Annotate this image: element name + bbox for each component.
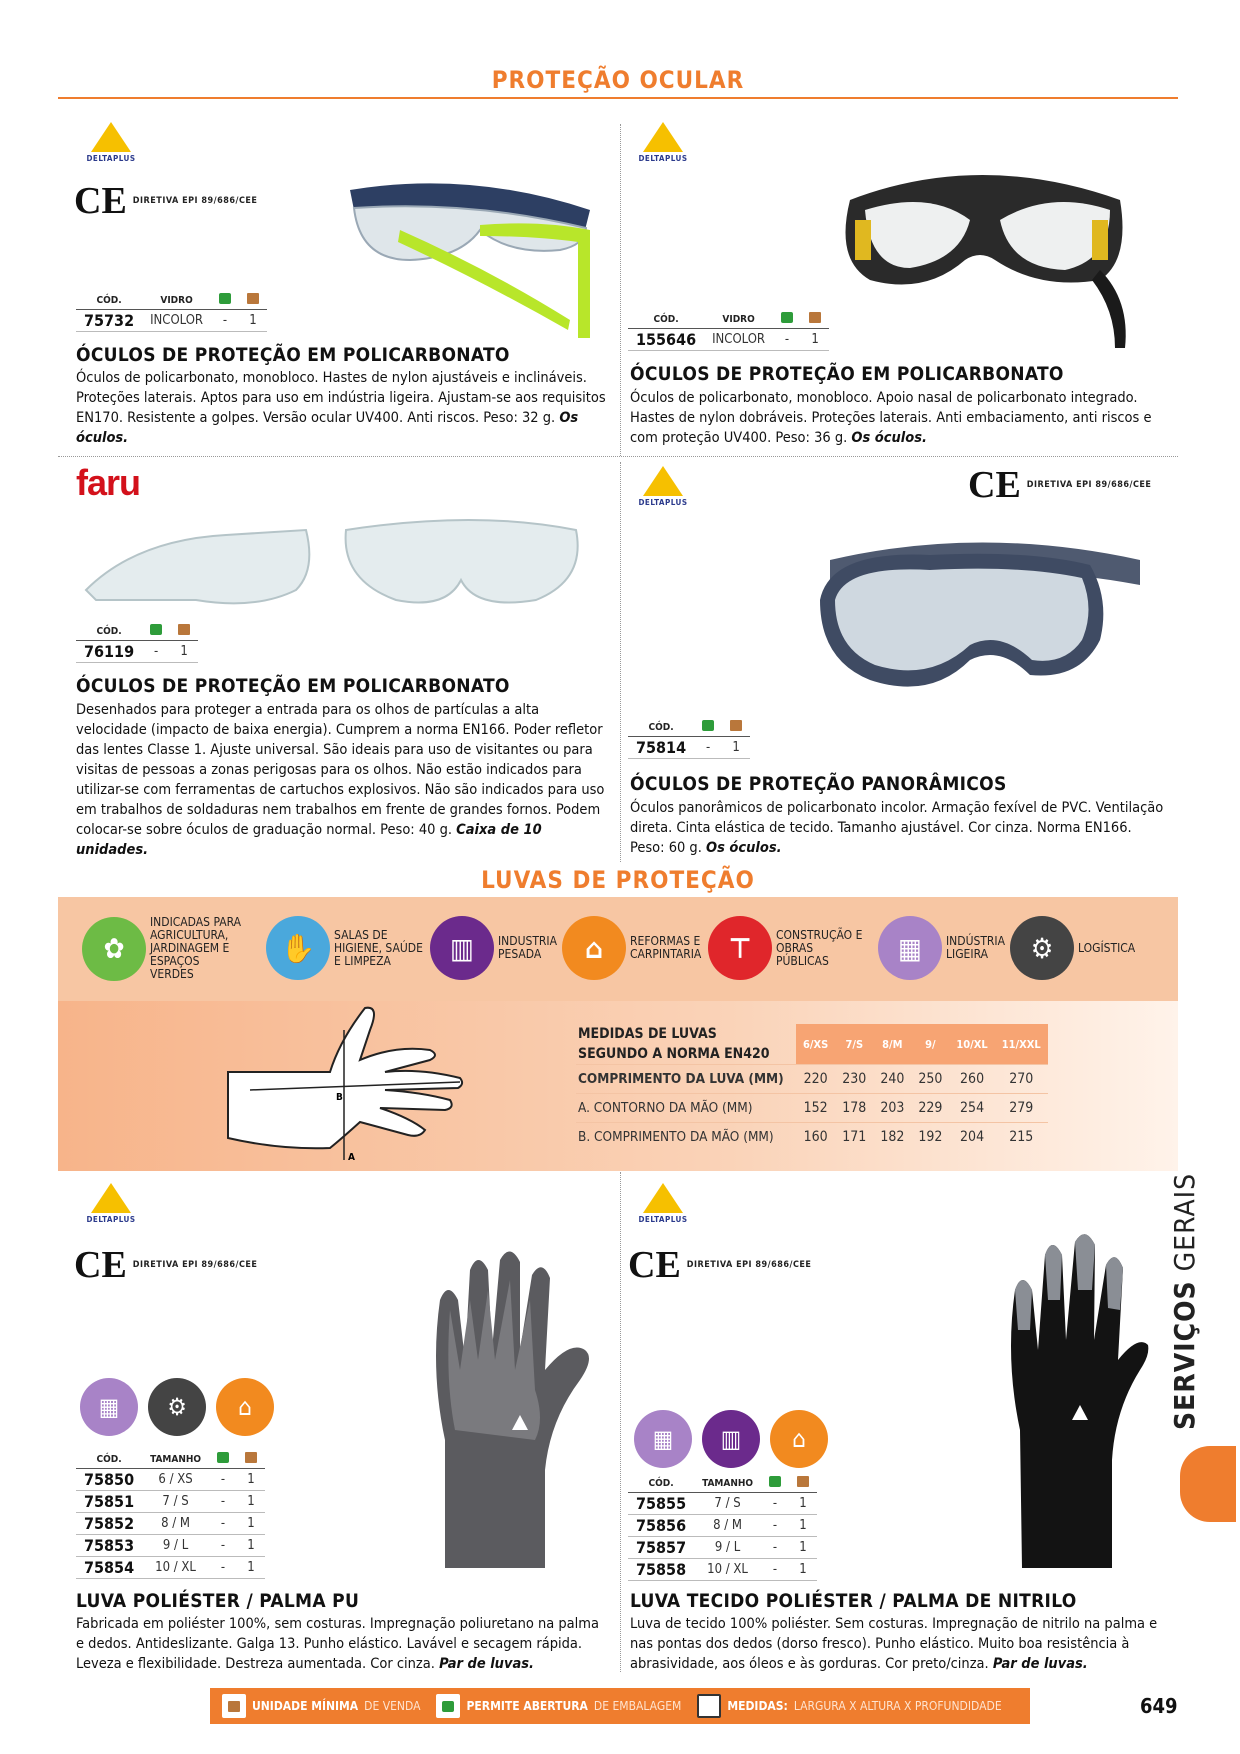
ce-mark: CE DIRETIVA EPI 89/686/CEE bbox=[628, 1244, 812, 1286]
product-description: Fabricada em poliéster 100%, sem costuras. Impregnação poliuretano na palma e dedos. Antideslizante. Galga 13. Punho elástico. Lavável e secagem rápida. Leveza e flexibilidade. Destreza aumentada. Cor cinza. Par de luvas. bbox=[76, 1616, 599, 1672]
table-row: 75853 9 / L - 1 bbox=[76, 1535, 265, 1557]
legend-bar: UNIDADE MÍNIMA DE VENDA PERMITE ABERTURA DE EMBALAGEM MEDIDAS: LARGURA X ALTURA X PROFUNDIDADE bbox=[210, 1688, 1030, 1724]
product-title: LUVA TECIDO POLIÉSTER / PALMA DE NITRILO bbox=[630, 1590, 1077, 1612]
svg-text:B: B bbox=[336, 1092, 343, 1103]
hand-measurement-diagram bbox=[220, 1000, 470, 1172]
product-image-glasses-155646 bbox=[830, 150, 1140, 350]
box-icon bbox=[809, 312, 821, 323]
light-factory-icon: ▦ bbox=[634, 1410, 692, 1468]
section-rule bbox=[58, 97, 1178, 99]
industry-carpentry: ⌂ REFORMAS E CARPINTARIA bbox=[562, 916, 704, 980]
glove-usage-icons bbox=[634, 1410, 828, 1468]
table-row: 75857 9 / L - 1 bbox=[628, 1537, 817, 1559]
product-image-glove-nitrile bbox=[1000, 1220, 1150, 1570]
table-row: 75850 6 / XS - 1 bbox=[76, 1469, 265, 1491]
industry-heavy: ▥ INDUSTRIA PESADA bbox=[430, 916, 568, 980]
product-description: Óculos panorâmicos de policarbonato incolor. Armação fexível de PVC. Ventilação direta. Cinta elástica de tecido. Tamanho ajustável. Cor cinza. Norma EN166. Peso: 60 g. Os óculos. bbox=[630, 800, 1164, 856]
table-row: 75858 10 / XL - 1 bbox=[628, 1559, 817, 1581]
tractor-icon: ✿ bbox=[82, 917, 146, 981]
product-title: ÓCULOS DE PROTEÇÃO EM POLICARBONATO bbox=[630, 363, 1064, 385]
light-factory-icon: ▦ bbox=[80, 1378, 138, 1436]
table-row: 75856 8 / M - 1 bbox=[628, 1515, 817, 1537]
table-row: A. CONTORNO DA MÃO (MM) 152 178 203 229 254 279 bbox=[576, 1094, 1048, 1123]
deltaplus-logo: DELTAPLUS bbox=[628, 466, 698, 507]
product-title: LUVA POLIÉSTER / PALMA PU bbox=[76, 1590, 360, 1612]
table-row: 75855 7 / S - 1 bbox=[628, 1493, 817, 1515]
factory-icon: ▥ bbox=[702, 1410, 760, 1468]
box-icon bbox=[730, 720, 742, 731]
product-description: Óculos de policarbonato, monobloco. Hastes de nylon ajustáveis e inclináveis. Proteções laterais. Aptos para uso em indústria ligeira. Ajustam-se aos requisitos EN170. Resistente a golpes. Versão ocular UV400. Anti riscos. Peso: 32 g. Os óculos. bbox=[76, 370, 606, 446]
svg-text:A: A bbox=[348, 1152, 355, 1163]
box-icon bbox=[245, 1452, 257, 1463]
factory-icon: ▥ bbox=[430, 916, 494, 980]
industry-agriculture: ✿ INDICADAS PARA AGRICULTURA, JARDINAGEM E ESPAÇOS VERDES bbox=[82, 916, 242, 981]
box-icon bbox=[797, 1476, 809, 1487]
house-icon: ⌂ bbox=[216, 1378, 274, 1436]
industry-light: ▦ INDÚSTRIA LIGEIRA bbox=[878, 916, 1016, 980]
open-package-icon bbox=[769, 1476, 781, 1487]
row-divider bbox=[58, 456, 1178, 457]
product-title: ÓCULOS DE PROTEÇÃO EM POLICARBONATO bbox=[76, 675, 510, 697]
table-row: COMPRIMENTO DA LUVA (MM) 220 230 240 250 260 270 bbox=[576, 1065, 1048, 1094]
section-title-gloves: LUVAS DE PROTEÇÃO bbox=[481, 866, 755, 894]
product-image-glasses-76119 bbox=[76, 500, 606, 620]
light-factory-icon: ▦ bbox=[878, 916, 942, 980]
glove-usage-icons bbox=[80, 1378, 274, 1436]
product-description: Desenhados para proteger a entrada para os olhos de partículas a alta velocidade (impacto de baixa energia). Cumprem a norma EN166. Poder refletor das lentes Classe 1. Ajuste universal. São ideais para uso de visitantes ou para visitas de pessoas a zonas perigosas para os olhos. Não estão indicados para utilizar-se com ferramentas de cartuchos explosivos. Não são indicados para uso em trabalhos de soldaduras nem trabalhos em frente de grandes fornos. Podem colocar-se sobre óculos de graduação normal. Peso: 40 g. Caixa de 10 unidades. bbox=[76, 702, 605, 858]
column-divider bbox=[620, 1172, 621, 1672]
industry-construction: ⊤ CONSTRUÇÃO E OBRAS PÚBLICAS bbox=[708, 916, 868, 980]
code-table-155646: CÓD. VIDRO 155646 INCOLOR - 1 bbox=[628, 312, 829, 351]
code-table-75814: CÓD. 75814 - 1 bbox=[628, 720, 750, 759]
industry-logistics: ⚙ LOGÍSTICA bbox=[1010, 916, 1148, 980]
box-icon bbox=[222, 1694, 246, 1718]
product-description: Óculos de policarbonato, monobloco. Apoio nasal de policarbonato integrado. Hastes de nylon dobráveis. Proteções laterais. Anti embaciamento, anti riscos e com proteção UV400. Peso: 36 g. Os óculos. bbox=[630, 390, 1152, 446]
ce-mark: CE DIRETIVA EPI 89/686/CEE bbox=[968, 464, 1152, 506]
crane-icon: ⊤ bbox=[708, 916, 772, 980]
section-title-eye: PROTEÇÃO OCULAR bbox=[491, 66, 745, 94]
product-title: ÓCULOS DE PROTEÇÃO PANORÂMICOS bbox=[630, 773, 1007, 795]
industry-hygiene: ✋ SALAS DE HIGIENE, SAÚDE E LIMPEZA bbox=[266, 916, 426, 980]
box-icon bbox=[178, 624, 190, 635]
box-icon bbox=[247, 293, 259, 304]
faru-logo: faru bbox=[76, 462, 141, 503]
code-table-76119: CÓD. 76119 - 1 bbox=[76, 624, 198, 663]
side-section-title: SERVIÇOS GERAIS bbox=[1168, 1172, 1201, 1430]
open-package-icon bbox=[219, 293, 231, 304]
product-image-glove-pu bbox=[420, 1240, 600, 1570]
product-description: Luva de tecido 100% poliéster. Sem costuras. Impregnação de nitrilo na palma e nas pontas dos dedos (dorso fresco). Punho elástico. Muito boa resistência à abrasividade, aos óleos e às gorduras. Cor preto/cinza. Par de luvas. bbox=[630, 1616, 1158, 1672]
deltaplus-logo: DELTAPLUS bbox=[628, 1183, 698, 1224]
open-package-icon bbox=[150, 624, 162, 635]
product-image-glasses-75732 bbox=[340, 150, 600, 340]
table-row: 75852 8 / M - 1 bbox=[76, 1513, 265, 1535]
product-title: ÓCULOS DE PROTEÇÃO EM POLICARBONATO bbox=[76, 344, 510, 366]
hands-icon: ✋ bbox=[266, 916, 330, 980]
column-divider bbox=[620, 462, 621, 862]
open-package-icon bbox=[781, 312, 793, 323]
table-row: 75851 7 / S - 1 bbox=[76, 1491, 265, 1513]
dimensions-icon bbox=[697, 1694, 721, 1718]
code-table-75732: CÓD. VIDRO 75732 INCOLOR - 1 bbox=[76, 293, 267, 332]
deltaplus-logo: DELTAPLUS bbox=[628, 122, 698, 163]
table-row: B. COMPRIMENTO DA MÃO (MM) 160 171 182 192 204 215 bbox=[576, 1123, 1048, 1152]
ce-mark: CE DIRETIVA EPI 89/686/CEE bbox=[74, 180, 258, 222]
forklift-icon: ⚙ bbox=[1010, 916, 1074, 980]
open-package-icon bbox=[702, 720, 714, 731]
house-icon: ⌂ bbox=[770, 1410, 828, 1468]
deltaplus-logo: DELTAPLUS bbox=[76, 122, 146, 163]
open-package-icon bbox=[436, 1694, 460, 1718]
column-divider bbox=[620, 124, 621, 456]
code-table-gloves-pu: CÓD. TAMANHO 75850 6 / XS - 1 75851 7 / S - 1 75852 8 / M - 1 75853 9 / L - 1 75854 10 / XL - 1 bbox=[76, 1452, 265, 1579]
code-table-gloves-nitrile: CÓD. TAMANHO 75855 7 / S - 1 75856 8 / M - 1 75857 9 / L - 1 75858 10 / XL - 1 bbox=[628, 1476, 817, 1581]
size-table-header: MEDIDAS DE LUVAS SEGUNDO A NORMA EN420 bbox=[578, 1026, 770, 1062]
deltaplus-logo: DELTAPLUS bbox=[76, 1183, 146, 1224]
house-icon: ⌂ bbox=[562, 916, 626, 980]
glove-size-table: MEDIDAS DE LUVAS SEGUNDO A NORMA EN420 6/XS 7/S 8/M 9/ 10/XL 11/XXL COMPRIMENTO DA LUVA (MM) 220 230 240 250 260 270 A. CONTORNO DA MÃO (MM) 152 178 203 229 254 279 B. COMPRIMENTO DA MÃO (MM) 160 171 182 192 204 215 bbox=[576, 1024, 1048, 1151]
helmet-icon bbox=[1180, 1446, 1236, 1522]
open-package-icon bbox=[217, 1452, 229, 1463]
forklift-icon: ⚙ bbox=[148, 1378, 206, 1436]
ce-mark: CE DIRETIVA EPI 89/686/CEE bbox=[74, 1244, 258, 1286]
table-row: 75854 10 / XL - 1 bbox=[76, 1557, 265, 1579]
page-number: 649 bbox=[1140, 1694, 1178, 1718]
product-image-goggles-75814 bbox=[810, 530, 1150, 700]
